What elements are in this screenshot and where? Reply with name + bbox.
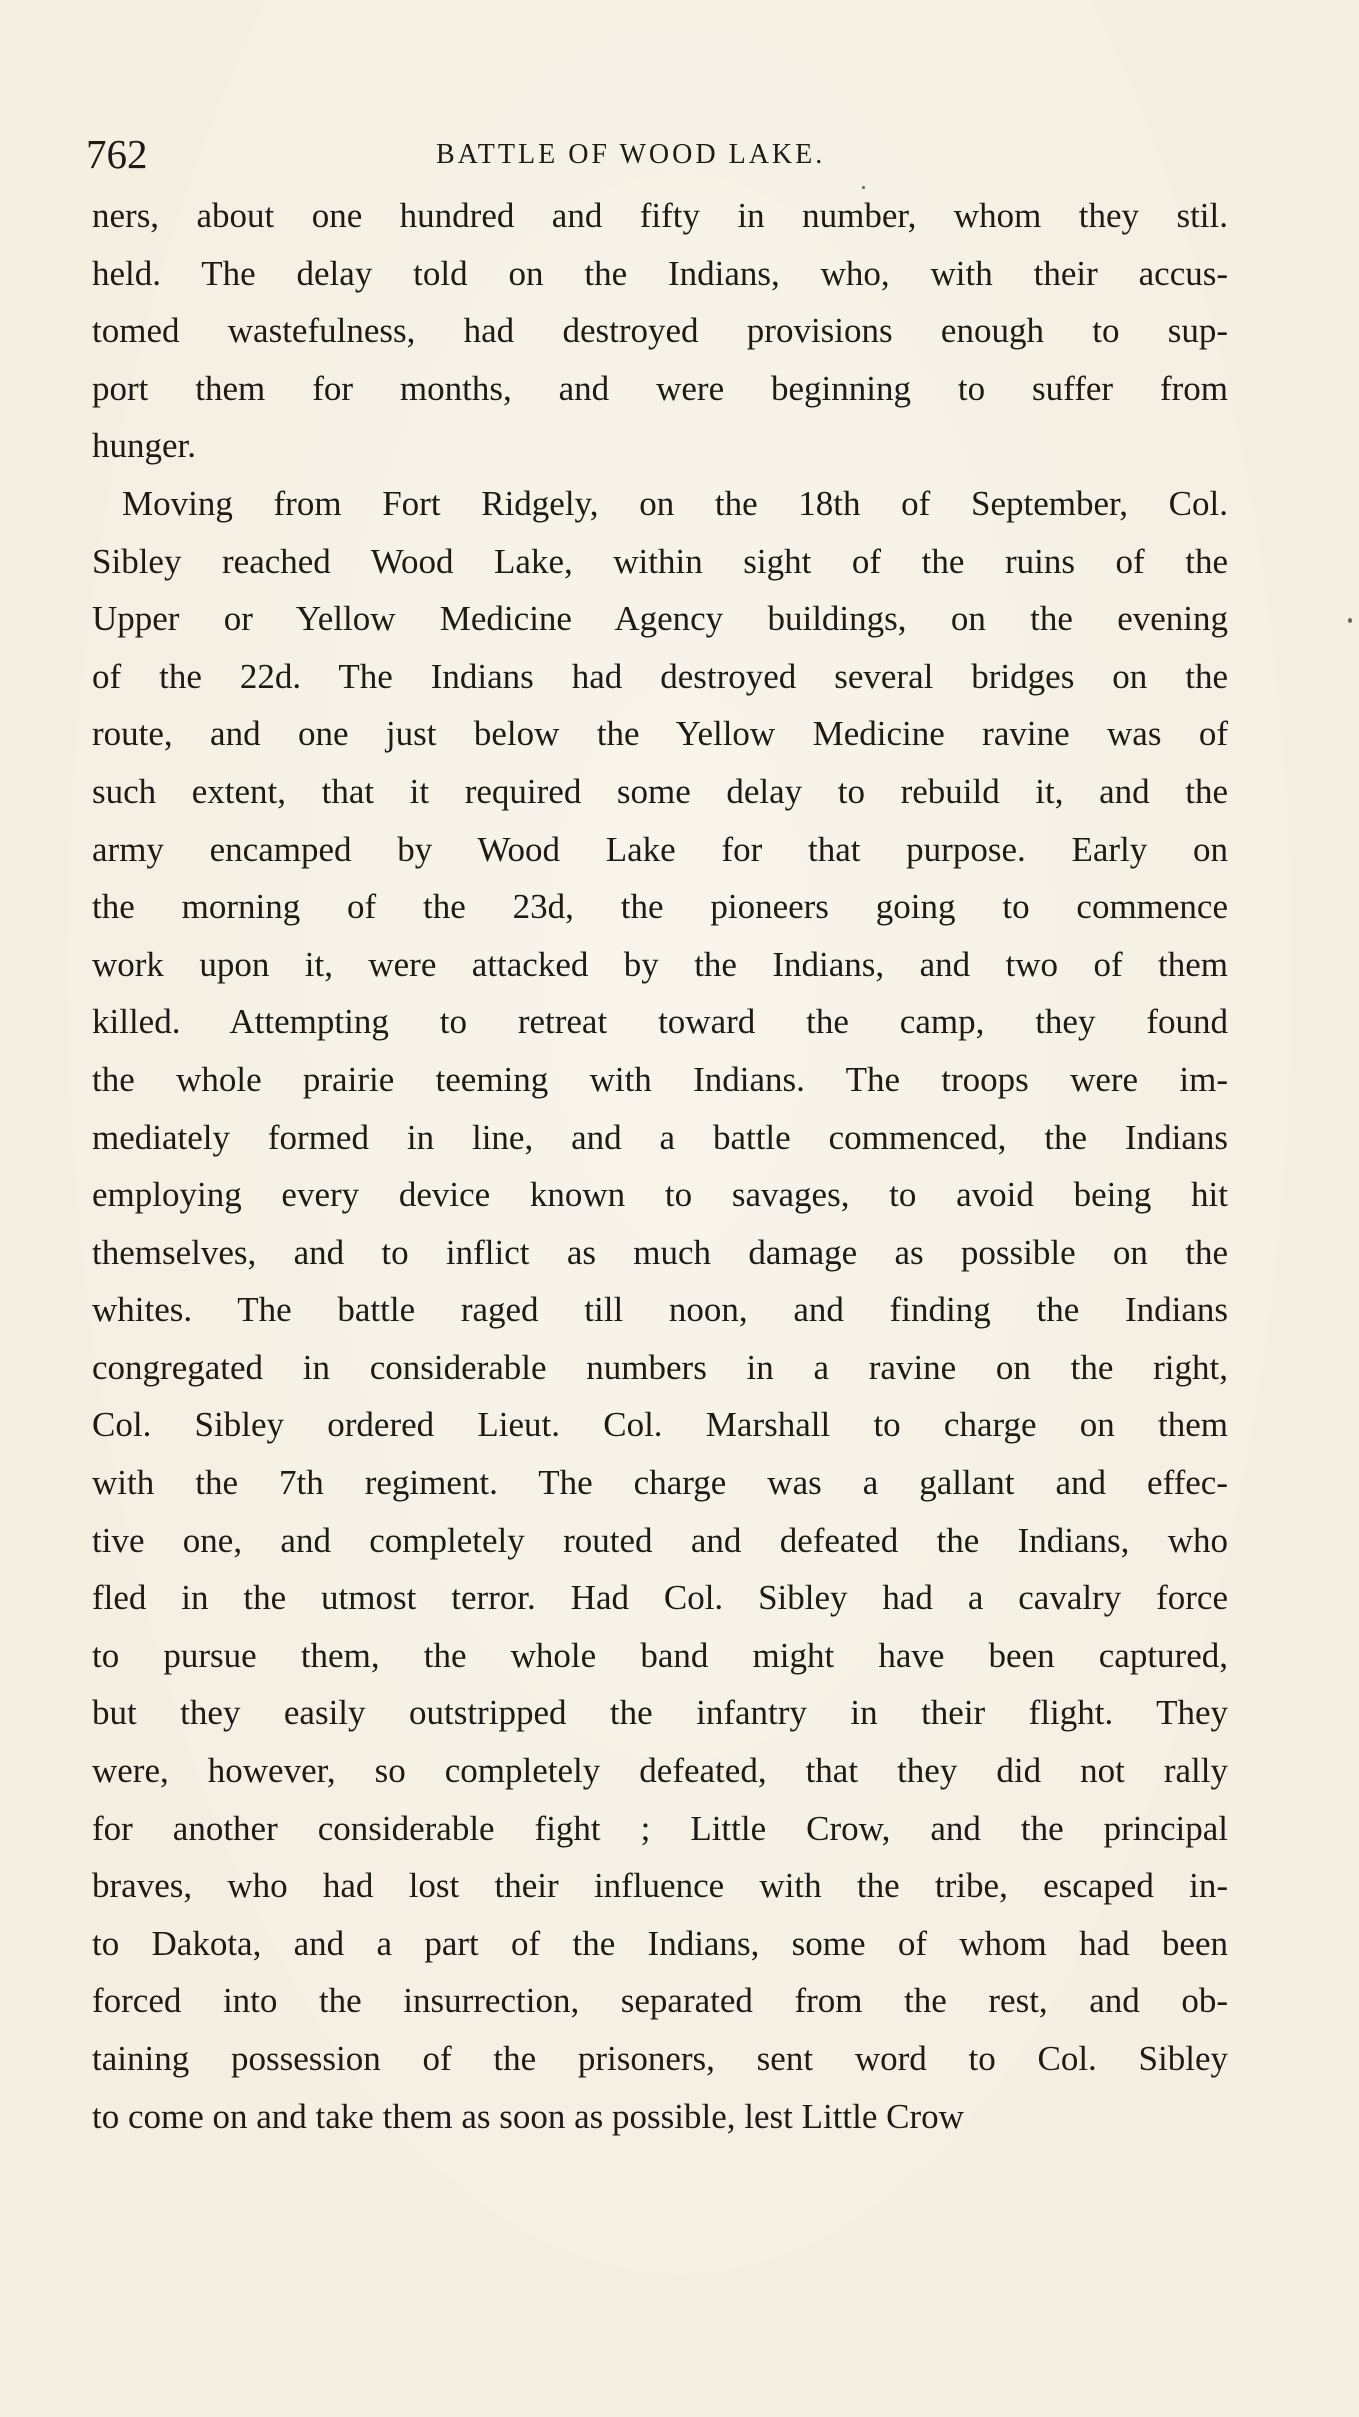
- text-line: with the 7th regiment. The charge was a gallant and effec-: [92, 1463, 1228, 1503]
- text-line: work upon it, were attacked by the Indians, and two of them: [92, 944, 1228, 984]
- text-line: port them for months, and were beginning to suffer from: [92, 368, 1228, 408]
- text-line: tive one, and completely routed and defeated the Indians, who: [92, 1520, 1228, 1560]
- text-line: congregated in considerable numbers in a ravine on the right,: [92, 1347, 1228, 1387]
- text-line: to come on and take them as soon as possible, lest Little Crow: [92, 2096, 964, 2136]
- text-line: employing every device known to savages, to avoid being hit: [92, 1175, 1228, 1215]
- text-line: hunger.: [92, 426, 197, 466]
- text-line: themselves, and to inflict as much damage as possible on the: [92, 1232, 1228, 1272]
- print-speck: [1348, 618, 1352, 623]
- text-line: route, and one just below the Yellow Medicine ravine was of: [92, 714, 1228, 754]
- running-head: BATTLE OF WOOD LAKE.: [436, 139, 826, 170]
- text-line: held. The delay told on the Indians, who, with their accus-: [92, 253, 1228, 293]
- text-line: of the 22d. The Indians had destroyed several bridges on the: [92, 656, 1228, 696]
- text-line: Col. Sibley ordered Lieut. Col. Marshall to charge on them: [92, 1405, 1228, 1445]
- text-line: army encamped by Wood Lake for that purpose. Early on: [92, 829, 1228, 869]
- page-header: [86, 124, 1236, 184]
- text-line: Upper or Yellow Medicine Agency buildings, on the evening: [92, 599, 1228, 639]
- text-line: whites. The battle raged till noon, and finding the Indians: [92, 1290, 1228, 1330]
- body-text: [92, 187, 1228, 2145]
- text-line: killed. Attempting to retreat toward the camp, they found: [92, 1002, 1228, 1042]
- text-line: to pursue them, the whole band might have been captured,: [92, 1635, 1228, 1675]
- print-speck: [862, 186, 865, 189]
- text-line: to Dakota, and a part of the Indians, some of whom had been: [92, 1923, 1228, 1963]
- text-line: but they easily outstripped the infantry in their flight. They: [92, 1693, 1228, 1733]
- text-line: ners, about one hundred and fifty in number, whom they stil.: [92, 196, 1228, 235]
- page-number: 762: [86, 131, 148, 177]
- text-line: Moving from Fort Ridgely, on the 18th of September, Col.: [122, 483, 1228, 523]
- text-line: the morning of the 23d, the pioneers going to commence: [92, 887, 1228, 927]
- text-line: were, however, so completely defeated, that they did not rally: [92, 1751, 1228, 1791]
- text-line: Sibley reached Wood Lake, within sight of the ruins of the: [92, 541, 1228, 581]
- text-line: fled in the utmost terror. Had Col. Sibley had a cavalry force: [92, 1578, 1228, 1618]
- text-line: braves, who had lost their influence with the tribe, escaped in-: [92, 1866, 1228, 1906]
- text-line: the whole prairie teeming with Indians. The troops were im-: [92, 1059, 1228, 1099]
- text-line: for another considerable fight ; Little Crow, and the principal: [92, 1808, 1228, 1848]
- text-line: mediately formed in line, and a battle commenced, the Indians: [92, 1117, 1228, 1157]
- text-line: tomed wastefulness, had destroyed provisions enough to sup-: [92, 311, 1228, 351]
- text-line: forced into the insurrection, separated from the rest, and ob-: [92, 1981, 1228, 2021]
- text-line: taining possession of the prisoners, sent word to Col. Sibley: [92, 2039, 1228, 2078]
- text-line: such extent, that it required some delay to rebuild it, and the: [92, 771, 1228, 811]
